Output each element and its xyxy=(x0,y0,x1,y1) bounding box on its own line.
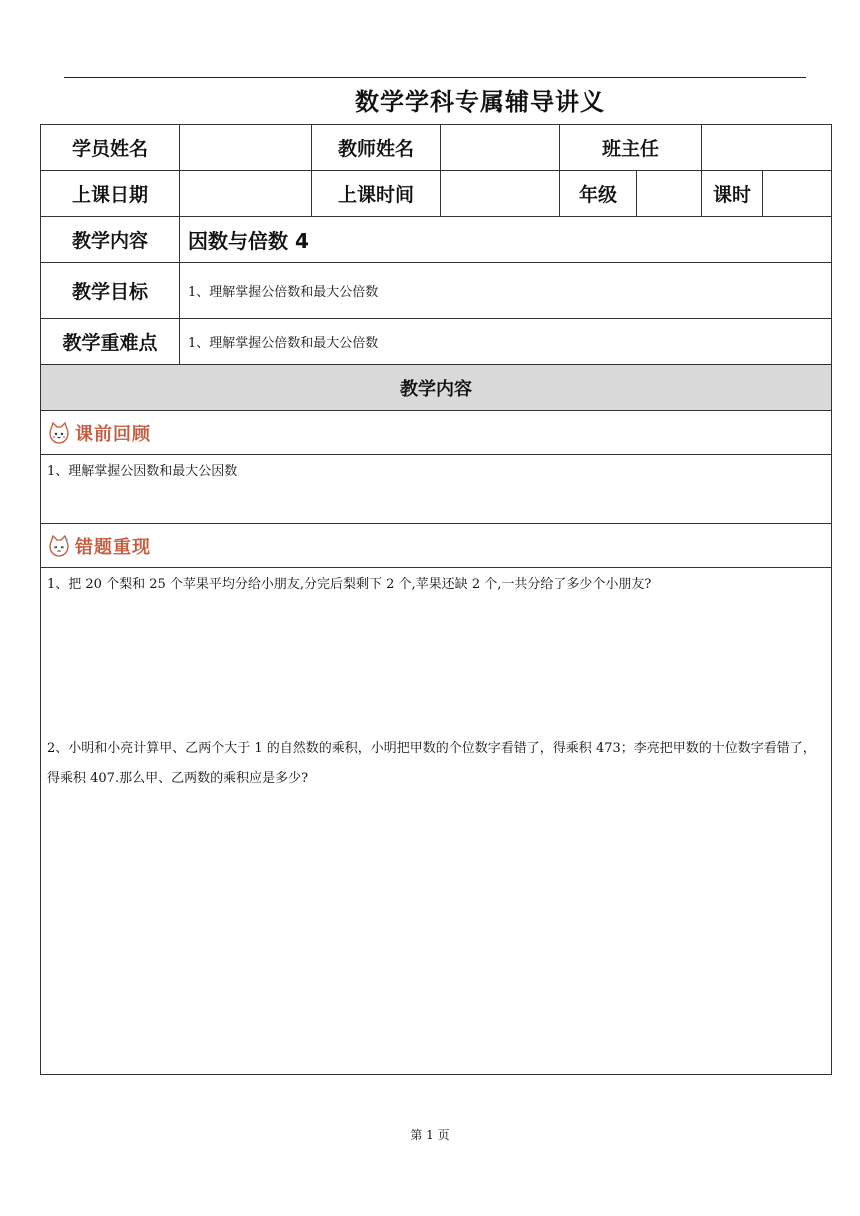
hours-value[interactable] xyxy=(763,171,832,217)
teacher-name-value[interactable] xyxy=(441,125,560,171)
head-teacher-value[interactable] xyxy=(702,125,832,171)
cat-mascot-icon xyxy=(47,533,71,559)
student-name-label: 学员姓名 xyxy=(41,125,180,171)
class-date-label: 上课日期 xyxy=(41,171,180,217)
mistakes-section-title: 错题重现 xyxy=(75,536,151,558)
review-section-header xyxy=(41,411,832,455)
grade-value[interactable] xyxy=(637,171,702,217)
goal-label: 教学目标 xyxy=(41,263,180,319)
review-section-title: 课前回顾 xyxy=(75,423,151,445)
hours-label: 课时 xyxy=(702,171,763,217)
review-text: 1、理解掌握公因数和最大公因数 xyxy=(47,464,238,479)
difficulty-label: 教学重难点 xyxy=(41,319,180,365)
document-title: 数学学科专属辅导讲义 xyxy=(355,88,605,116)
grade-label: 年级 xyxy=(560,171,637,217)
lesson-info-table xyxy=(40,124,832,1075)
page-number: 第 1 页 xyxy=(410,1128,450,1142)
teaching-content-band: 教学内容 xyxy=(41,365,832,411)
student-name-value[interactable] xyxy=(180,125,312,171)
class-time-value[interactable] xyxy=(441,171,560,217)
difficulty-value: 1、理解掌握公倍数和最大公倍数 xyxy=(180,319,832,365)
review-content xyxy=(41,455,832,524)
content-value: 因数与倍数 4 xyxy=(180,217,832,263)
content-label: 教学内容 xyxy=(41,217,180,263)
mistakes-content xyxy=(41,568,832,1075)
problem-1: 1、把 20 个梨和 25 个苹果平均分给小朋友,分完后梨剩下 2 个,苹果还缺 2 个,一共分给了多少个小朋友? xyxy=(47,577,652,592)
goal-value: 1、理解掌握公倍数和最大公倍数 xyxy=(180,263,832,319)
mistakes-section-header xyxy=(41,524,832,568)
cat-mascot-icon xyxy=(47,420,71,446)
head-teacher-label: 班主任 xyxy=(560,125,702,171)
class-time-label: 上课时间 xyxy=(312,171,441,217)
class-date-value[interactable] xyxy=(180,171,312,217)
teacher-name-label: 教师姓名 xyxy=(312,125,441,171)
problem-2: 2、小明和小亮计算甲、乙两个大于 1 的自然数的乘积，小明把甲数的个位数字看错了，得乘积 473；李亮把甲数的十位数字看错了，得乘积 407.那么甲、乙两数的乘积应是多少? xyxy=(47,741,816,786)
header-rule xyxy=(64,77,806,78)
